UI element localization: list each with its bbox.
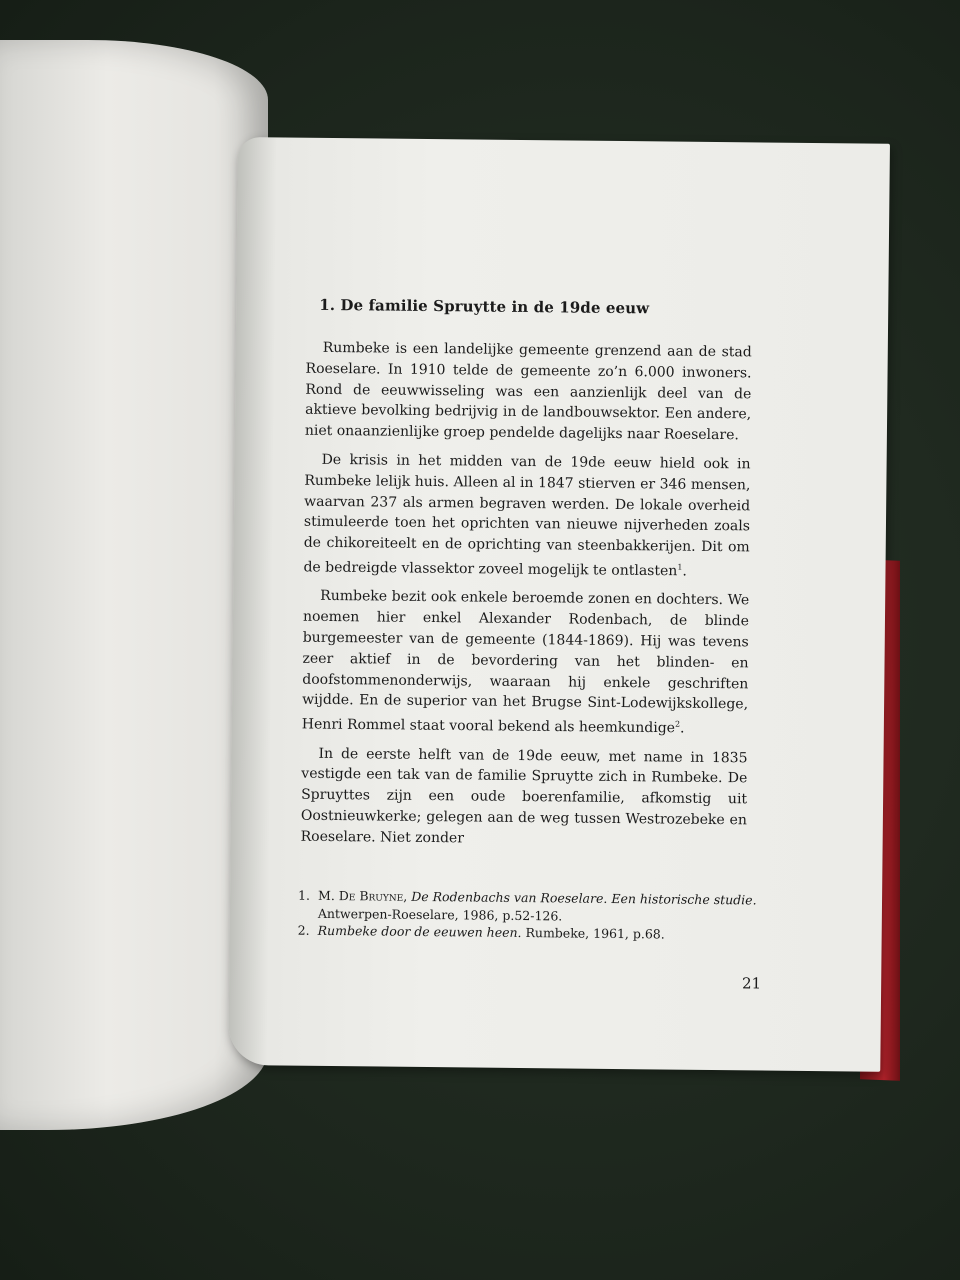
page-content — [300, 296, 752, 860]
footnote: 1. M. De Bruyne, De Rodenbachs van Roeselare. Een historische studie. — [297, 887, 757, 908]
footnote: 2. Rumbeke door de eeuwen heen. Rumbeke, 1961, p.68. — [297, 922, 665, 942]
paragraph: Rumbeke is een landelijke gemeente grenzend aan de stad Roeselare. In 1910 telde de gemeente zo’n 6.000 inwoners. Rond de eeuwwisseling was een aanzienlijk deel van de aktieve bevolking bedrijvig in de landbouwsektor. Een andere, niet onaanzienlijke groep pendelde dagelijks naar Roeselare. — [304, 339, 752, 444]
right-page — [228, 137, 890, 1072]
footnotes — [298, 887, 759, 944]
paragraph: Rumbeke bezit ook enkele beroemde zonen en dochters. We noemen hier enkel Alexander Rodenbach, de blinde burgemeester van de gemeente (1844-1869). Hij was tevens zeer aktief in de bevordering van het blinden- en doofstommenonderwijs, waaraan hij enkele geschriften wijdde. En de superior van het Brugse Sint-Lodewijkskollege, Henri Rommel staat vooral bekend als heemkundige$^2$. — [301, 588, 750, 737]
page-number: 21 — [741, 974, 762, 993]
footnote-title: Rumbeke door de eeuwen heen. — [317, 922, 522, 941]
footnote-continuation: Antwerpen-Roeselare, 1986, p.52-126. — [317, 905, 563, 923]
left-page — [0, 40, 268, 1130]
footnote-mark: 1 — [677, 562, 683, 572]
footnote-mark: 2 — [674, 719, 681, 729]
section-heading: 1. De familie Spruytte in de 19de eeuw — [319, 295, 650, 318]
paragraph: In de eerste helft van de 19de eeuw, met name in 1835 vestigde een tak van de familie Spruytte zich in Rumbeke. De Spruyttes zijn een oude boerenfamilie, afkomstig uit Oostnieuwkerke; gelegen aan de weg tussen Westrozebeke en Roeselare. Niet zonder — [300, 745, 748, 847]
paragraph: De krisis in het midden van de 19de eeuw hield ook in Rumbeke lelijk huis. Alleen al in 1847 stierven er 346 mensen, waarvan 237 als armen begraven werden. De lokale overheid stimuleerde toen het oprichten van nieuwe nijverheden zoals de chikoreiteelt en de oprichting van steenbakkerijen. Dit om de bedreigde vlassektor zoveel mogelijk te ontlasten$^1$. — [303, 451, 751, 580]
footnote-author: M. De Bruyne, — [317, 887, 408, 904]
footnote-title: De Rodenbachs van Roeselare. Een historische studie. — [411, 888, 757, 908]
